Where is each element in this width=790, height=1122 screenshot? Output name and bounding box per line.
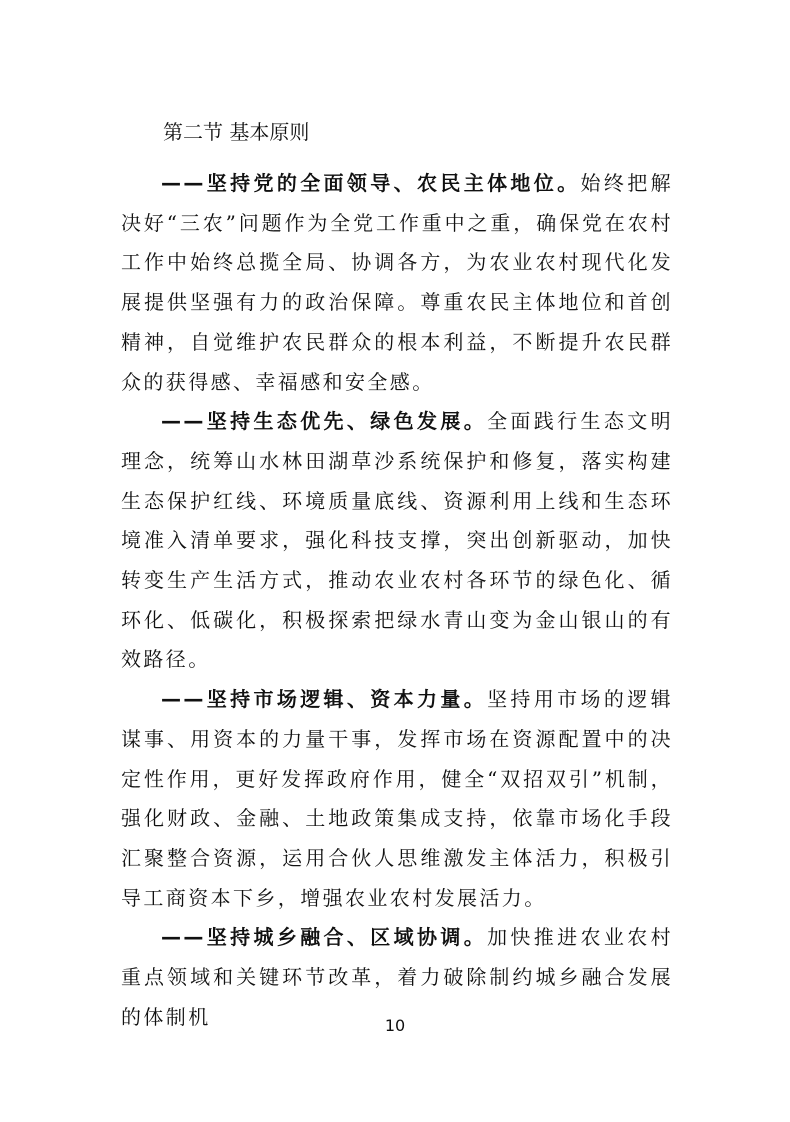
body-text bbox=[121, 164, 673, 1037]
section-title: 第二节 基本原则 bbox=[163, 120, 310, 144]
principle-heading-3: ——坚持市场逻辑、资本力量。 bbox=[161, 687, 488, 712]
page-number: 10 bbox=[384, 1016, 406, 1035]
principle-paragraph-1 bbox=[121, 164, 673, 402]
principle-text-3: 坚持用市场的逻辑谋事、用资本的力量干事，发挥市场在资源配置中的决定性作用，更好发挥政府作用，健全“双招双引”机制，强化财政、金融、土地政策集成支持，依靠市场化手段汇聚整合资源，运用合伙人思维激发主体活力，积极引导工商资本下乡，增强农业农村发展活力。 bbox=[121, 687, 673, 910]
principle-paragraph-3 bbox=[121, 680, 673, 918]
principle-text-2: 全面践行生态文明理念，统筹山水林田湖草沙系统保护和修复，落实构建生态保护红线、环境质量底线、资源利用上线和生态环境准入清单要求，强化科技支撑，突出创新驱动，加快转变生产生活方式，推动农业农村各环节的绿色化、循环化、低碳化，积极探索把绿水青山变为金山银山的有效路径。 bbox=[121, 409, 673, 672]
principle-paragraph-2 bbox=[121, 402, 673, 680]
principle-heading-2: ——坚持生态优先、绿色发展。 bbox=[161, 409, 488, 434]
principle-text-4: 加快推进农业农村重点领域和关键环节改革，着力破除制约城乡融合发展的体制机 bbox=[121, 925, 673, 1029]
principle-heading-4: ——坚持城乡融合、区域协调。 bbox=[161, 925, 488, 950]
principle-text-1: 始终把解决好“三农”问题作为全党工作重中之重，确保党在农村工作中始终总揽全局、协调各方，为农业农村现代化发展提供坚强有力的政治保障。尊重农民主体地位和首创精神，自觉维护农民群众的根本利益，不断提升农民群众的获得感、幸福感和安全感。 bbox=[121, 171, 673, 394]
principle-heading-1: ——坚持党的全面领导、农民主体地位。 bbox=[161, 171, 581, 195]
